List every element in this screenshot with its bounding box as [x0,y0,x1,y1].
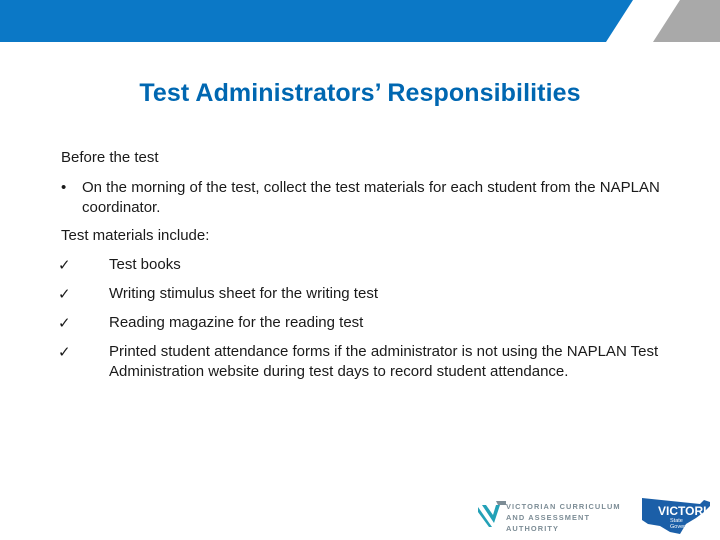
victoria-subtext [670,518,700,530]
vcaa-logo [478,497,628,533]
material-text: Reading magazine for the reading test [109,314,364,331]
header-banner [0,0,720,42]
section-heading-materials: Test materials include: [61,227,210,244]
material-text: Writing stimulus sheet for the writing test [109,285,378,302]
victoria-state-government-logo [640,494,720,540]
section-heading-before-test: Before the test [61,149,159,166]
check-icon: ✓ [58,256,71,274]
vcaa-wordmark [506,501,628,534]
vcaa-mark-icon [478,499,506,529]
slide-title: Test Administrators’ Responsibilities [139,79,581,107]
bullet-text: On the morning of the test, collect the test materials for each student from the NAPLAN coordinator. [82,179,660,216]
victoria-sub-1: State [670,518,683,524]
vcaa-line-1: VICTORIAN CURRICULUM [506,502,621,511]
check-icon: ✓ [58,343,71,361]
check-icon: ✓ [58,285,71,303]
victoria-wordmark: VICTORIA [658,504,716,518]
victoria-sub-2: Government [670,524,701,530]
material-text: Test books [109,256,181,273]
bullet-marker: • [61,179,67,196]
vcaa-line-2: AND ASSESSMENT AUTHORITY [506,513,591,533]
check-icon: ✓ [58,314,71,332]
material-text: Printed student attendance forms if the administrator is not using the NAPLAN Test Administration website during test days to record student attendance. [109,343,659,380]
